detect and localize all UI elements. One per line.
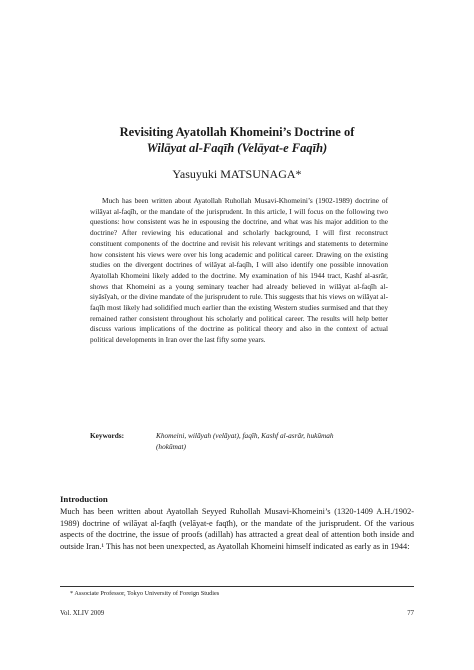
title-line-1: Revisiting Ayatollah Khomeini’s Doctrine of	[119, 125, 355, 139]
footer-page-number: 77	[407, 610, 414, 617]
footer-volume: Vol. XLIV 2009	[60, 610, 105, 617]
footnote-divider	[60, 586, 414, 587]
keywords	[90, 431, 388, 452]
introduction-paragraph: Much has been written about Ayatollah Seyyed Ruhollah Musavi-Khomeini’s (1320-1409 A.H./1902-1989) doctrine of wilāyat al-faqīh (velāyat-e faqīh), or the mandate of the jurisprudent. Of the various aspects of the doctrine, the issue of proofs (adillah) has attracted a great deal of attention both inside and outside Iran.¹ This has not been unexpected, as Ayatollah Khomeini himself indicated as early as in 1944:	[60, 507, 414, 551]
section-heading-introduction: Introduction	[60, 494, 108, 504]
keywords-label: Keywords:	[90, 431, 125, 440]
keywords-line-2: (hokūmat)	[156, 441, 186, 451]
article-title	[60, 124, 414, 156]
title-line-2: Wilāyat al-Faqīh (Velāyat-e Faqīh)	[146, 141, 328, 155]
abstract: Much has been written about Ayatollah Ruhollah Musavi-Khomeini’s (1902-1989) doctrine of wilāyat al-faqīh, or the mandate of the jurisprudent. In this article, I will focus on the following two questions: how consistent was he in espousing the doctrine, and what was his major addition to the doctrine? After reviewing his educational and scholarly background, I will first reconstruct constituent components of the doctrine and revisit his relevant writings and statements to determine how consistent his views were over his long academic and political career. Drawing on the existing studies on the divergent doctrines of wilāyat al-faqīh, I will also identify one possible innovation Ayatollah Khomeini likely added to the doctrine. My examination of his 1944 tract, Kashf al-asrār, shows that Khomeini as a young seminary teacher had already believed in wilāyat al-faqīh al-siyāsīyah, or the divine mandate of the jurisprudent to rule. This suggests that his views on wilāyat al-faqīh most likely had solidified much earlier than the existing Western studies surmised and that they remained rather consistent throughout his scholarly and political career. The results will help better discuss various implications of the doctrine as political theory and also in the context of actual political developments in Iran over the last fifty some years.	[90, 196, 388, 345]
keywords-line-1: Khomeini, wilāyah (velāyat), faqīh, Kashf al-asrār, hukūmah	[156, 431, 334, 440]
author-name: Yasuyuki MATSUNAGA*	[172, 167, 302, 181]
footnote-affiliation: * Associate Professor, Tokyo University of Foreign Studies	[70, 590, 220, 597]
